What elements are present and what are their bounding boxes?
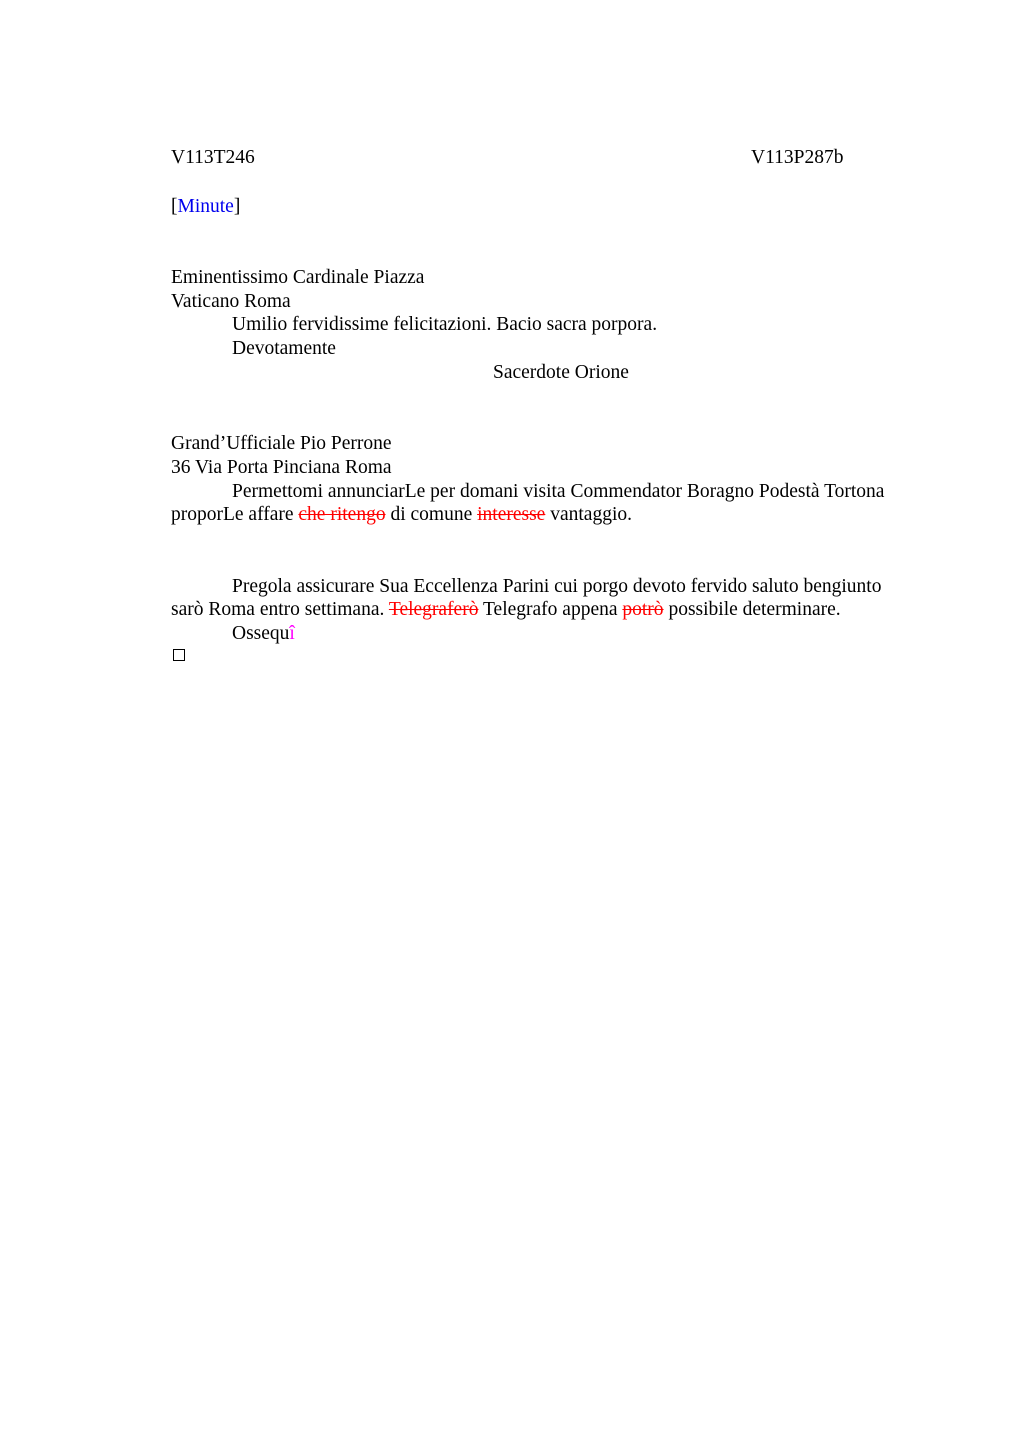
bracket-open: [	[171, 196, 178, 217]
letter2-body-line2	[171, 503, 632, 527]
letter2-text-segment: proporLe affare	[171, 504, 299, 525]
letter2-text-segment: di comune	[385, 504, 478, 525]
letter3-body-line1: Pregola assicurare Sua Eccellenza Parini cui porgo devoto fervido saluto bengiunto	[232, 576, 882, 597]
letter3-body-line2	[171, 598, 841, 622]
right-ref: V113P287b	[751, 147, 844, 168]
letter3-text-segment: Telegrafo appena	[478, 599, 623, 620]
deleted-text: Telegraferò	[388, 599, 479, 620]
minute-link[interactable]: Minute	[177, 196, 234, 217]
letter1-address: Vaticano Roma	[171, 291, 291, 312]
closing-mark: î	[289, 623, 295, 644]
letter2-text-segment: vantaggio.	[545, 504, 632, 525]
document-ref-left	[171, 146, 255, 170]
left-ref: V113T246	[171, 147, 255, 168]
letter1-signature: Sacerdote Orione	[493, 362, 629, 383]
letter1-body-line1: Umilio fervidissime felicitazioni. Bacio sacra porpora.	[232, 314, 658, 335]
letter1-body-line2: Devotamente	[232, 338, 336, 359]
minute-heading	[171, 195, 240, 219]
deleted-text: interesse	[477, 504, 546, 525]
checkbox-icon[interactable]	[173, 649, 185, 661]
letter2-body-line1: Permettomi annunciarLe per domani visita Commendator Boragno Podestà Tortona	[232, 481, 885, 502]
letter3-text-segment: sarò Roma entro settimana.	[171, 599, 389, 620]
deleted-text: che ritengo	[298, 504, 386, 525]
document-ref-right	[751, 146, 843, 170]
bracket-close: ]	[233, 196, 241, 217]
letter2-addressee: Grand’Ufficiale Pio Perrone	[171, 433, 392, 454]
letter1-addressee: Eminentissimo Cardinale Piazza	[171, 267, 425, 288]
letter3-text-segment: possibile determinare.	[663, 599, 841, 620]
letter2-address: 36 Via Porta Pinciana Roma	[171, 457, 392, 478]
letter3-closing	[232, 622, 295, 646]
deleted-text: potrò	[622, 599, 664, 620]
closing-text: Ossequ	[232, 623, 290, 644]
